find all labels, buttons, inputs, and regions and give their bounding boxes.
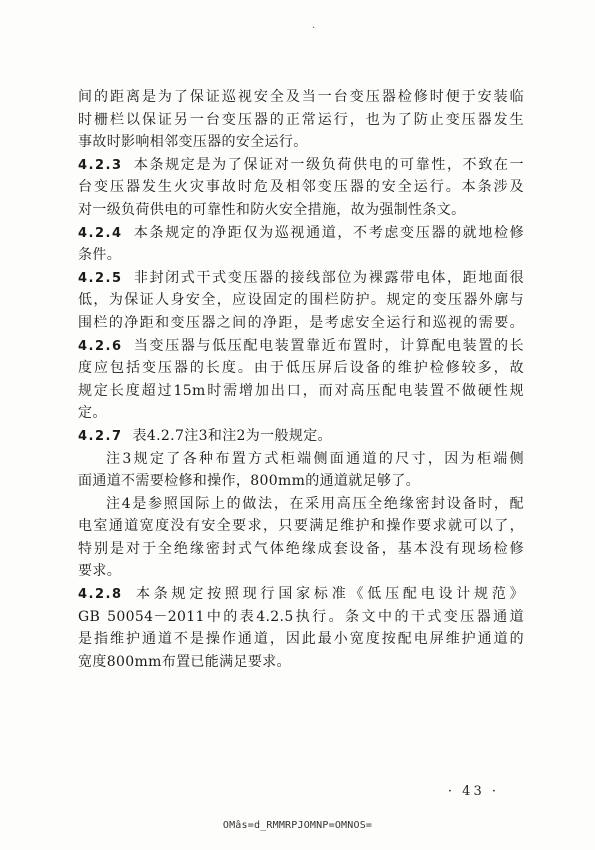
section-line [78,335,524,358]
section-number: 4.2.5 [78,270,123,286]
text-line [78,448,524,471]
text-line [78,357,524,380]
text-line [78,606,524,629]
section-line [78,267,524,290]
text-line [78,244,524,267]
line-text: 是指维护通道不是操作通道，因此最小宽度按配电屏维护通道的 [78,631,524,648]
line-text: GB 50054－2011中的表4.2.5执行。条文中的干式变压器通道 [78,608,524,625]
line-text: 度应包括变压器的长度。由于低压屏后设备的维护检修较多，故 [78,360,524,377]
line-text: 围栏的净距和变压器之间的净距，是考虑安全运行和巡视的需要。 [78,314,524,331]
text-line [78,560,524,583]
line-text: 非封闭式干式变压器的接线部位为裸露带电体，距地面很 [132,269,524,286]
section-number: 4.2.8 [78,587,123,603]
line-text: 规定长度超过15m时需增加出口，而对高压配电装置不做硬性规 [78,382,524,399]
text-line [78,131,524,154]
line-text: 条件。 [78,247,122,264]
line-text: 面通道不需要检修和操作，800mm的通道就足够了。 [78,473,421,490]
text-line [78,109,524,132]
line-text: 注3规定了各种布置方式柜端侧面通道的尺寸，因为柜端侧 [106,450,524,467]
top-mark: . [312,20,316,31]
text-line [78,312,524,335]
footer-code: OMâs=d_RMMRPJOMNP=OMNOS= [222,820,373,831]
line-text: 间的距离是为了保证巡视安全及当一台变压器检修时便于安装临 [78,89,524,105]
page-number: · 43 · [447,784,499,799]
section-number: 4.2.6 [78,338,123,354]
line-text: 对一级负荷供电的可靠性和防火安全措施，故为强制性条文。 [78,201,466,218]
text-line [78,628,524,651]
section-number: 4.2.7 [78,428,123,444]
line-text: 当变压器与低压配电装置靠近布置时，计算配电装置的长 [132,337,524,354]
section-number: 4.2.3 [78,157,123,173]
line-text: 事故时影响相邻变压器的安全运行。 [78,134,308,151]
text-line [78,515,524,538]
text-line [78,470,524,493]
text-line [78,651,524,674]
line-text: 本条规定是为了保证对一级负荷供电的可靠性，不致在一 [132,156,524,173]
text-line [78,402,524,425]
text-line [78,380,524,403]
text-line [78,289,524,312]
line-text: 台变压器发生火灾事故时危及相邻变压器的安全运行。本条涉及 [78,179,524,196]
section-number: 4.2.4 [78,225,123,241]
line-text: 要求。 [78,563,122,580]
line-text: 定。 [78,405,107,422]
line-text: 低，为保证人身安全，应设固定的围栏防护。规定的变压器外廓与 [78,292,524,309]
line-text: 本条规定按照现行国家标准《低压配电设计规范》 [132,586,524,603]
text-line [78,493,524,516]
section-line [78,154,524,177]
text-line [78,538,524,561]
line-text: 特别是对于全绝缘密封式气体绝缘成套设备，基本没有现场检修 [78,540,524,557]
text-line [78,176,524,199]
line-text: 电室通道宽度没有安全要求，只要满足维护和操作要求就可以了， [78,518,524,535]
section-line [78,583,524,606]
line-text: 本条规定的净距仅为巡视通道，不考虑变压器的就地检修 [132,224,524,241]
section-line [78,222,524,245]
body-text [78,86,524,673]
line-text: 时栅栏以保证另一台变压器的正常运行，也为了防止变压器发生 [78,111,524,128]
line-text: 表4.2.7注3和注2为一般规定。 [132,427,332,444]
line-text: 注4是参照国际上的做法，在采用高压全绝缘密封设备时，配 [106,495,524,512]
section-line [78,425,524,448]
text-line [78,86,524,109]
line-text: 宽度800mm布置已能满足要求。 [78,653,291,670]
text-line [78,199,524,222]
